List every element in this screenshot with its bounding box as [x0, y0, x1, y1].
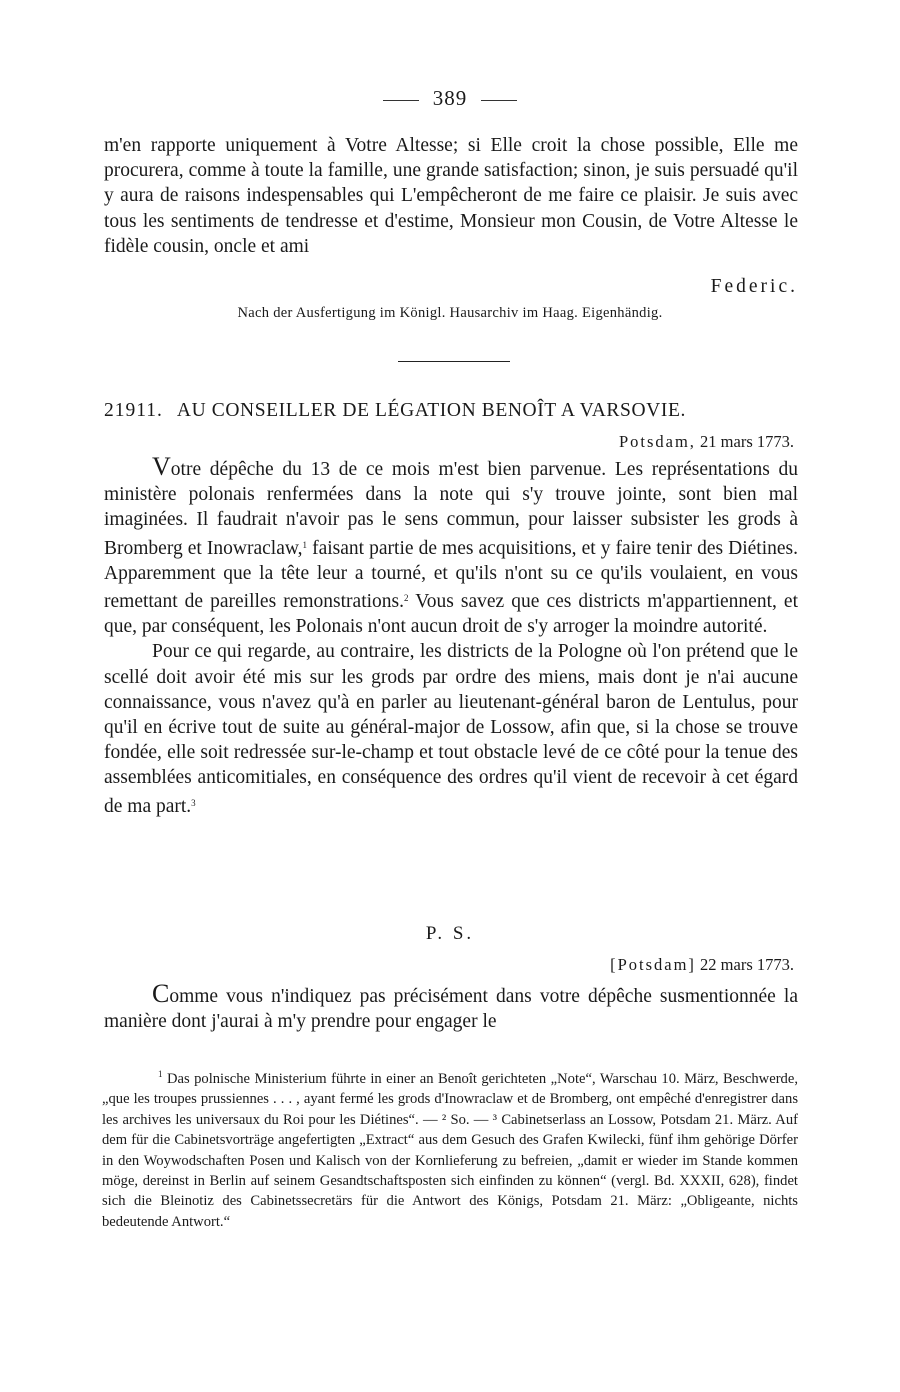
- dateline-place: Potsdam,: [618, 432, 696, 451]
- page-header: [0, 86, 900, 111]
- document-title: AU CONSEILLER DE LÉGATION BENOÎT A VARSOVIE.: [176, 400, 686, 421]
- letter-closing-paragraph: [104, 133, 798, 259]
- header-dash-right: [481, 100, 517, 101]
- paragraph-1-part-2: faisant partie de mes acquisitions, et y faire tenir des Diétines. Apparemment que la tête leur a tourné, et qu'ils n'ont su ce qu'ils voulaient, en vous remettant de pareilles remonstrations.: [104, 537, 799, 613]
- paragraph-1-initial: V: [152, 452, 171, 481]
- footnote-marker: 1: [158, 1069, 163, 1079]
- dateline-date: 21 mars 1773.: [700, 432, 794, 451]
- postscript-paragraph: [104, 979, 798, 1034]
- section-divider: [398, 361, 510, 362]
- footnote-ref-1: 1: [302, 539, 308, 550]
- letter-closing-text: m'en rapporte uniquement à Votre Altesse; si Elle croit la chose possible, Elle me procurera, comme à toute la famille, une grande satisfaction; sinon, je suis persuadé qu'il y aura de raisons indespensables qui L'empêcheront de me faire ce plaisir. Je suis avec tous les sentiments de tendresse et d'estime, Monsieur mon Cousin, de Votre Altesse le fidèle cousin, oncle et ami: [104, 135, 798, 257]
- postscript-place: [Potsdam]: [610, 955, 696, 974]
- paragraph-2-text: Pour ce qui regarde, au contraire, les districts de la Pologne où l'on prétend que le scellé doit avoir été mis sur les grods par ordre des miens, mais dont je n'ai aucune connaissance, vous n'avez qu'à en parler au lieutenant-général baron de Lentulus, pour qu'il en écrive tout de suite au général-major de Lossow, afin que, si la chose se trouve fondée, elle soit redressée sur-le-champ et tout obstacle levé de ce côté pour la tenue des assemblées anticomitiales, en conséquence des ordres qu'il vient de recevoir à cet égard de ma part.: [104, 641, 798, 817]
- source-note: Nach der Ausfertigung im Königl. Hausarchiv im Haag. Eigenhändig.: [237, 305, 663, 321]
- document-body: [104, 452, 799, 819]
- document-number: 21911.: [104, 400, 163, 421]
- paragraph-1: [104, 452, 799, 639]
- paragraph-1-part-3: Vous savez que ces districts m'appartiennent, et que, par conséquent, les Polonais n'ont aucun droit de s'y arroger la moindre autorité.: [104, 591, 798, 638]
- postscript-text: omme vous n'indiquez pas précisément dans votre dépêche susmentionnée la manière dont j'aurai à m'y prendre pour engager le: [104, 986, 798, 1033]
- page-number: 389: [432, 86, 468, 110]
- footnote-ref-2: 2: [404, 593, 409, 604]
- postscript-date: 22 mars 1773.: [700, 955, 794, 974]
- footnote-text: Das polnische Ministerium führte in einer an Benoît gerichteten „Note“, Warschau 10. März, Beschwerde, „que les troupes prussiennes . . . , ayant fermé les grods d'Inowraclaw et de Bromberg, ont empêché d'enregistrer dans les archives les universaux du Roi pour les Diétines“. — ² So. — ³ Cabinetserlass an Lossow, Potsdam 21. März. Auf dem für die Cabinetsvorträge angefertigten „Extract“ aus dem Gesuch des Grafen Kwilecki, fünf ihm gehörige Dörfer in den Woywodschaften Posen und Kalisch von der Kornlieferung zu befreien, „damit er wieder im Stande kommen möge, dereinst in Berlin auf seinem Gesandtschaftsposten sich einfinden zu können“ (vergl. Bd. XXXII, 628), findet sich die Bleinotiz des Cabinetssecretärs für die Antwort des Königs, Potsdam 21. März: „Obligeante, nichts bedeutende Antwort.“: [102, 1071, 798, 1230]
- postscript-initial: C: [152, 979, 170, 1008]
- footnotes: [102, 1064, 798, 1232]
- signature: Federic.: [710, 276, 798, 297]
- header-dash-left: [383, 100, 419, 101]
- paragraph-1-part-1: otre dépêche du 13 de ce mois m'est bien parvenue. Les représentations du ministère polonais renfermées dans la note qui s'y trouve jointe, sont bien mal imaginées. Il faudrait n'avoir pas le sens commun, pour laisser subsister les grods à Bromberg et Inowraclaw,: [104, 459, 798, 559]
- footnote-ref-3: 3: [191, 797, 196, 808]
- paragraph-2: [104, 639, 798, 818]
- document-dateline: [104, 432, 794, 452]
- document-heading: [104, 400, 798, 422]
- postscript-heading: P. S.: [425, 923, 475, 944]
- footnote-block: [102, 1064, 798, 1232]
- postscript-dateline: [104, 955, 794, 975]
- postscript-body: [104, 979, 798, 1034]
